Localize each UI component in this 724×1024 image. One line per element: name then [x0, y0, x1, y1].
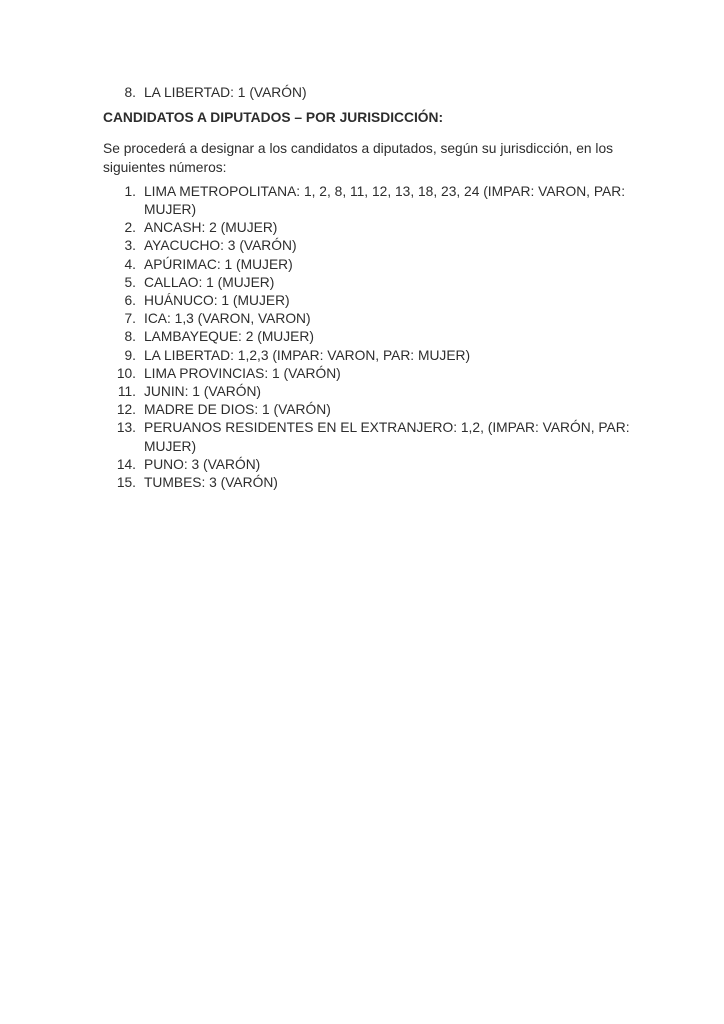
list-item	[103, 183, 624, 219]
list-item	[103, 419, 630, 455]
list-item	[103, 456, 624, 474]
list-item-text: LA LIBERTAD: 1 (VARÓN)	[144, 85, 307, 100]
list-item-number: 12.	[116, 402, 136, 418]
list-item	[103, 274, 624, 292]
list-item	[103, 219, 624, 237]
jurisdiction-list	[103, 183, 630, 492]
previous-list-continuation-item	[103, 84, 624, 102]
list-item	[103, 401, 624, 419]
list-item-number: 5.	[124, 274, 136, 290]
list-item-number: 15.	[116, 475, 136, 491]
list-item-text: CALLAO: 1 (MUJER)	[144, 274, 275, 290]
list-item	[103, 383, 624, 401]
list-item	[103, 292, 624, 310]
list-item-text: PUNO: 3 (VARÓN)	[144, 456, 261, 472]
list-item-number: 3.	[124, 238, 136, 254]
list-item	[103, 310, 624, 328]
section-heading: CANDIDATOS A DIPUTADOS – POR JURISDICCIÓN:	[103, 110, 444, 126]
list-item-number: 10.	[116, 365, 136, 381]
list-item-number: 4.	[124, 256, 136, 272]
list-item-text: JUNIN: 1 (VARÓN)	[144, 384, 262, 400]
list-item-number: 9.	[124, 347, 136, 363]
list-item-number: 13.	[116, 420, 136, 436]
list-item-text: PERUANOS RESIDENTES EN EL EXTRANJERO: 1,2, (IMPAR: VARÓN, PAR: MUJER)	[144, 420, 630, 454]
list-item-text: LIMA PROVINCIAS: 1 (VARÓN)	[144, 365, 341, 381]
list-item	[103, 328, 624, 346]
list-item-number: 11.	[117, 384, 136, 400]
intro-paragraph	[103, 140, 624, 176]
list-item-number: 8.	[124, 329, 136, 345]
intro-line: siguientes números:	[103, 159, 227, 175]
list-item-text: AYACUCHO: 3 (VARÓN)	[144, 238, 297, 254]
list-item-text: APÚRIMAC: 1 (MUJER)	[144, 256, 293, 272]
list-item-number: 7.	[124, 311, 136, 327]
list-item-number: 1.	[124, 183, 136, 199]
list-item-text: HUÁNUCO: 1 (MUJER)	[144, 293, 290, 309]
list-item	[103, 237, 624, 255]
list-item-text: MADRE DE DIOS: 1 (VARÓN)	[144, 402, 331, 418]
list-item	[103, 347, 624, 365]
list-item	[103, 474, 624, 492]
list-item-text: ANCASH: 2 (MUJER)	[144, 220, 278, 236]
intro-line: Se procederá a designar a los candidatos a diputados, según su jurisdicción, en los	[103, 141, 614, 157]
list-item-text: ICA: 1,3 (VARON, VARON)	[144, 311, 311, 327]
list-item	[103, 365, 624, 383]
list-item-text: LIMA METROPOLITANA: 1, 2, 8, 11, 12, 13, 18, 23, 24 (IMPAR: VARON, PAR: MUJER)	[144, 183, 626, 218]
list-item-number: 6.	[124, 293, 136, 309]
list-item-number: 8.	[124, 85, 136, 100]
list-item-number: 14.	[116, 456, 136, 472]
list-item-text: LAMBAYEQUE: 2 (MUJER)	[144, 329, 314, 345]
list-item	[103, 256, 624, 274]
list-item-text: LA LIBERTAD: 1,2,3 (IMPAR: VARON, PAR: MUJER)	[144, 347, 471, 363]
list-item-number: 2.	[124, 220, 136, 236]
list-item-text: TUMBES: 3 (VARÓN)	[144, 475, 278, 491]
